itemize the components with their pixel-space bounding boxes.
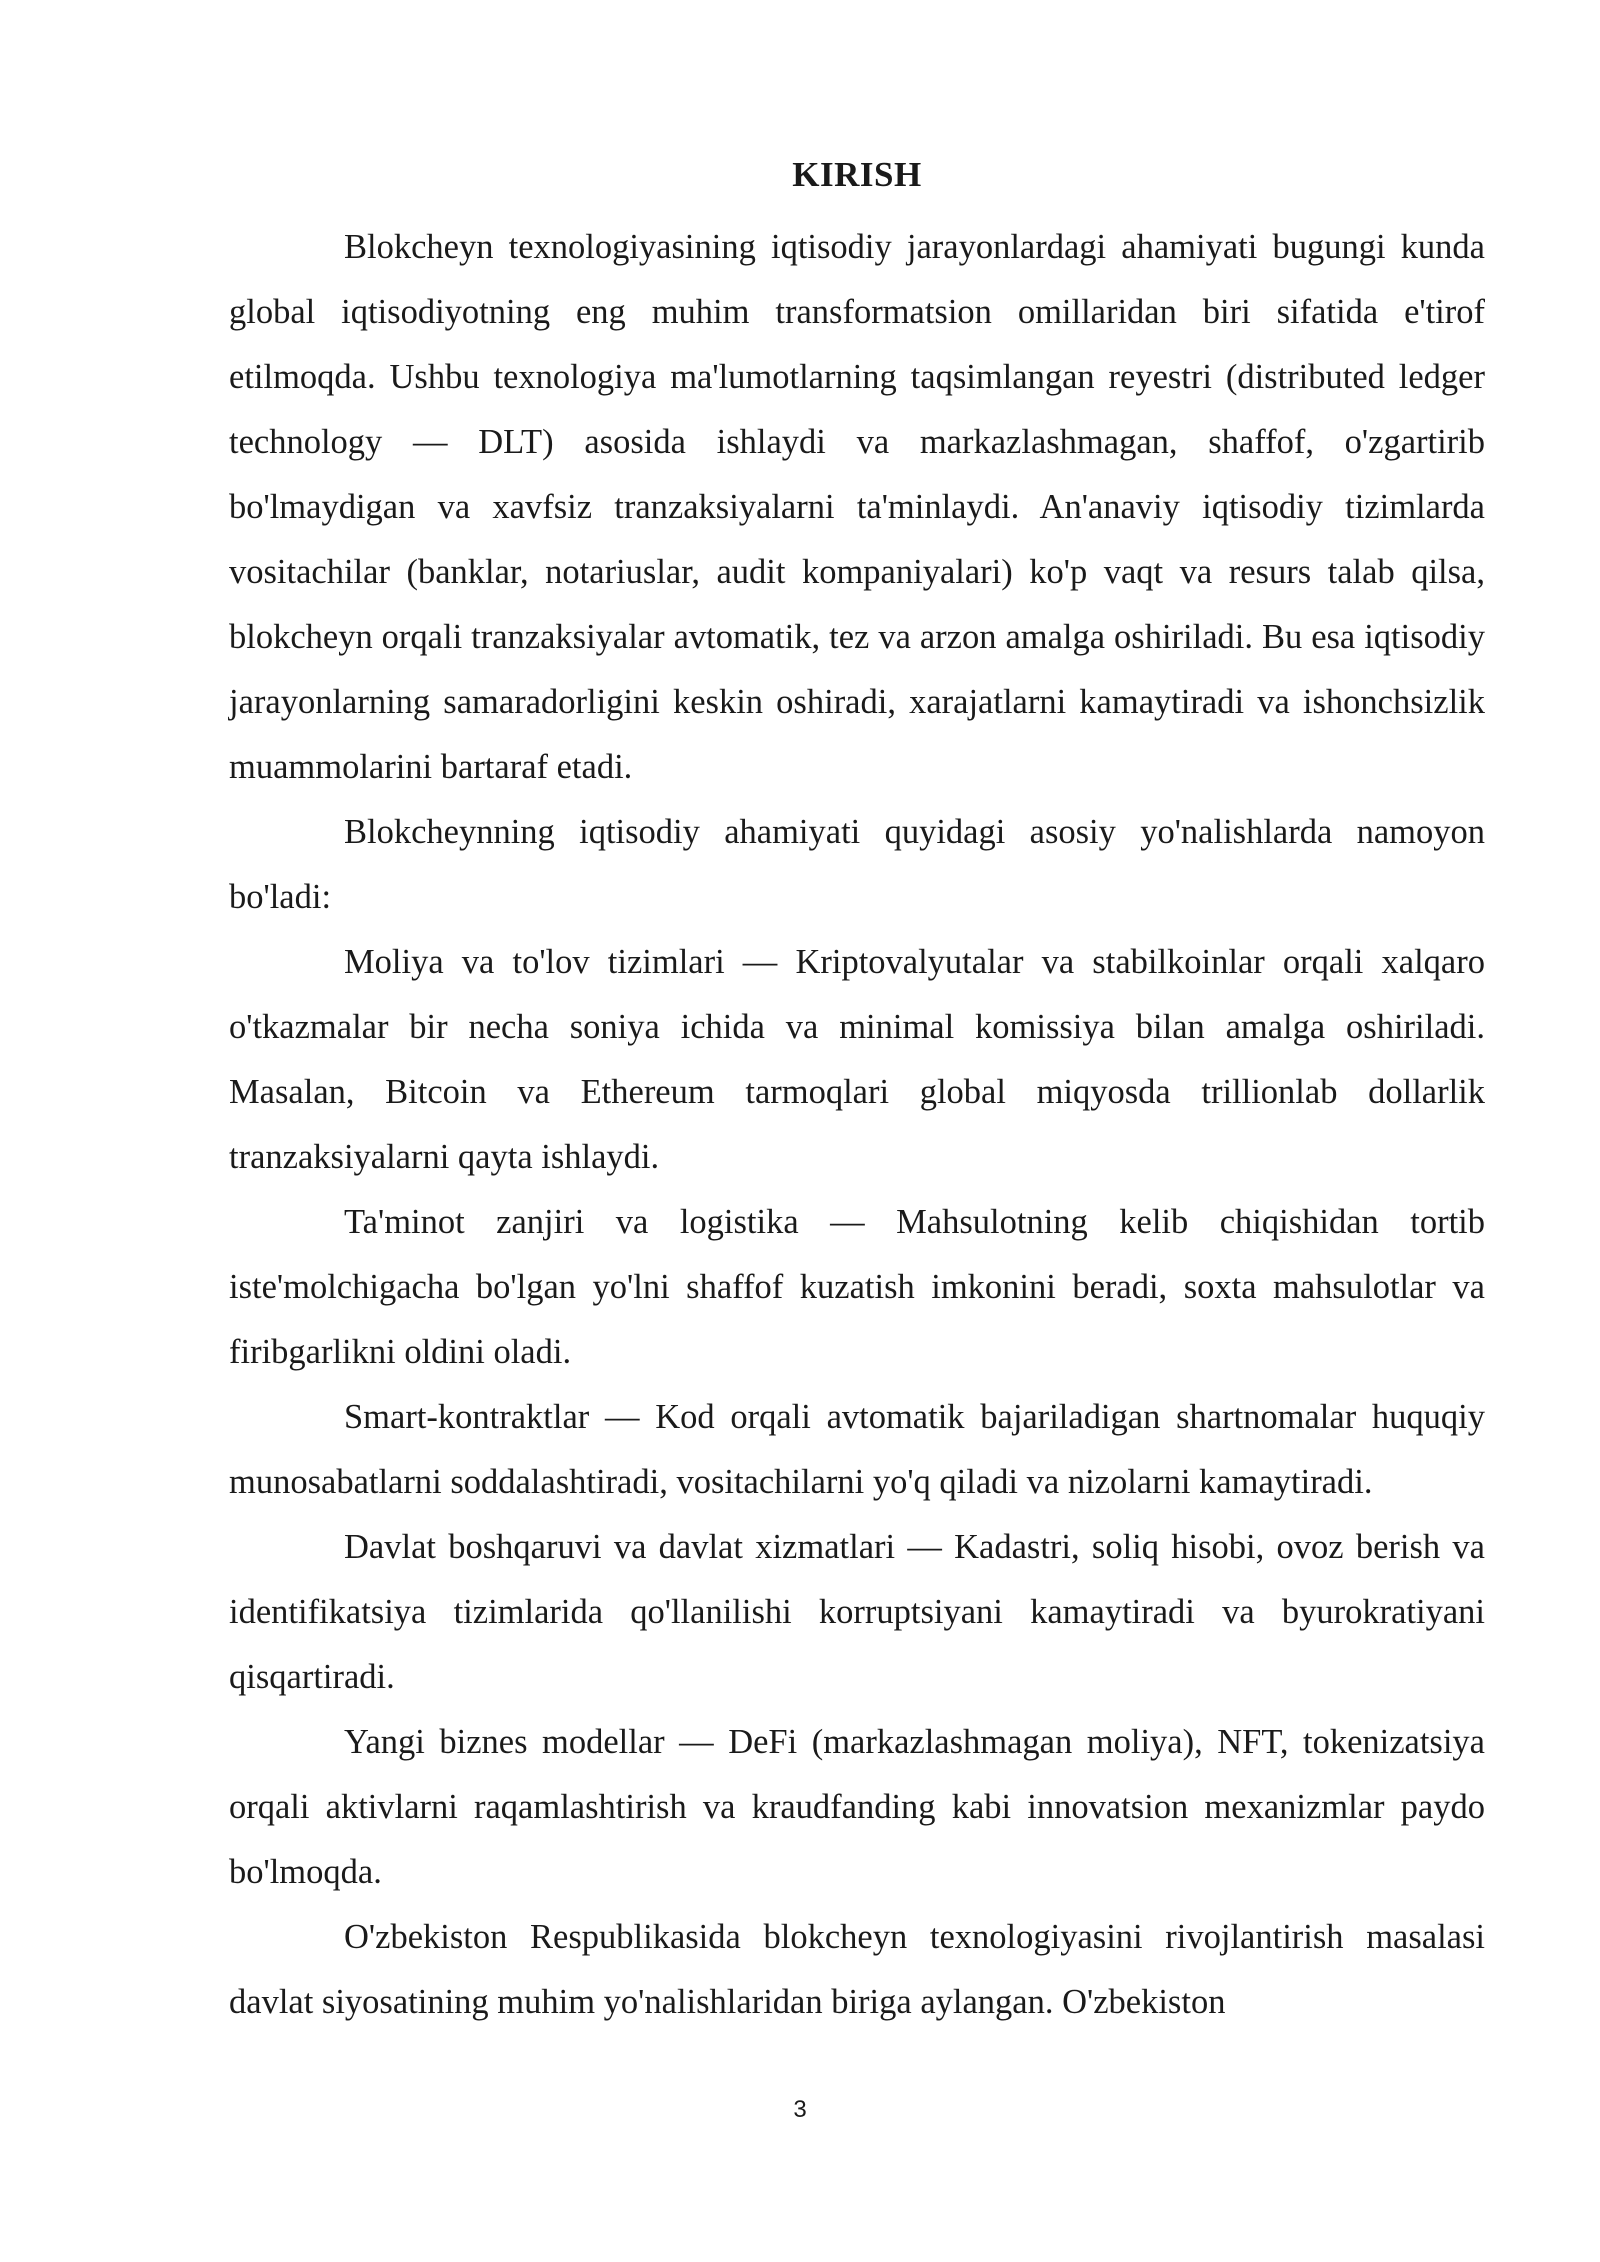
paragraph-business-models: Yangi biznes modellar — DeFi (markazlashmagan moliya), NFT, tokenizatsiya orqali aktivlarni raqamlashtirish va kraudfanding kabi innovatsion mexanizmlar paydo bo'lmoqda. — [229, 1723, 1485, 1891]
paragraph-directions: Blokcheynning iqtisodiy ahamiyati quyidagi asosiy yo'nalishlarda namoyon bo'ladi: — [229, 813, 1485, 916]
paragraph-government: Davlat boshqaruvi va davlat xizmatlari — Kadastri, soliq hisobi, ovoz berish va identifikatsiya tizimlarida qo'llanilishi korruptsiyani kamaytiradi va byurokratiyani qisqartiradi. — [229, 1528, 1485, 1696]
paragraph-intro: Blokcheyn texnologiyasining iqtisodiy jarayonlardagi ahamiyati bugungi kunda global iqtisodiyotning eng muhim transformatsion omillaridan biri sifatida e'tirof etilmoqda. Ushbu texnologiya ma'lumotlarning taqsimlangan reyestri (distributed ledger technology — DLT) asosida ishlaydi va markazlashmagan, shaffof, o'zgartirib bo'lmaydigan va xavfsiz tranzaksiyalarni ta'minlaydi. An'anaviy iqtisodiy tizimlarda vositachilar (banklar, notariuslar, audit kompaniyalari) ko'p vaqt va resurs talab qilsa, blokcheyn orqali tranzaksiyalar avtomatik, tez va arzon amalga oshiriladi. Bu esa iqtisodiy jarayonlarning samaradorligini keskin oshiradi, xarajatlarni kamaytiradi va ishonchsizlik muammolarini bartaraf etadi. — [229, 228, 1485, 786]
paragraph-uzbekistan: O'zbekiston Respublikasida blokcheyn texnologiyasini rivojlantirish masalasi davlat siyosatining muhim yo'nalishlaridan biriga aylangan. O'zbekiston — [229, 1918, 1485, 2021]
paragraph-finance: Moliya va to'lov tizimlari — Kriptovalyutalar va stabilkoinlar orqali xalqaro o'tkazmalar bir necha soniya ichida va minimal komissiya bilan amalga oshiriladi. Masalan, Bitcoin va Ethereum tarmoqlari global miqyosda trillionlab dollarlik tranzaksiyalarni qayta ishlaydi. — [229, 943, 1485, 1176]
page-number: 3 — [793, 2096, 807, 2123]
document-page — [229, 150, 1485, 2035]
paragraph-smart-contracts: Smart-kontraktlar — Kod orqali avtomatik bajariladigan shartnomalar huquqiy munosabatlarni soddalashtiradi, vositachilarni yo'q qiladi va nizolarni kamaytiradi. — [229, 1398, 1485, 1501]
section-heading: KIRISH — [792, 155, 922, 194]
paragraph-supply-chain: Ta'minot zanjiri va logistika — Mahsulotning kelib chiqishidan tortib iste'molchigacha bo'lgan yo'lni shaffof kuzatish imkonini beradi, soxta mahsulotlar va firibgarlikni oldini oladi. — [229, 1203, 1485, 1371]
